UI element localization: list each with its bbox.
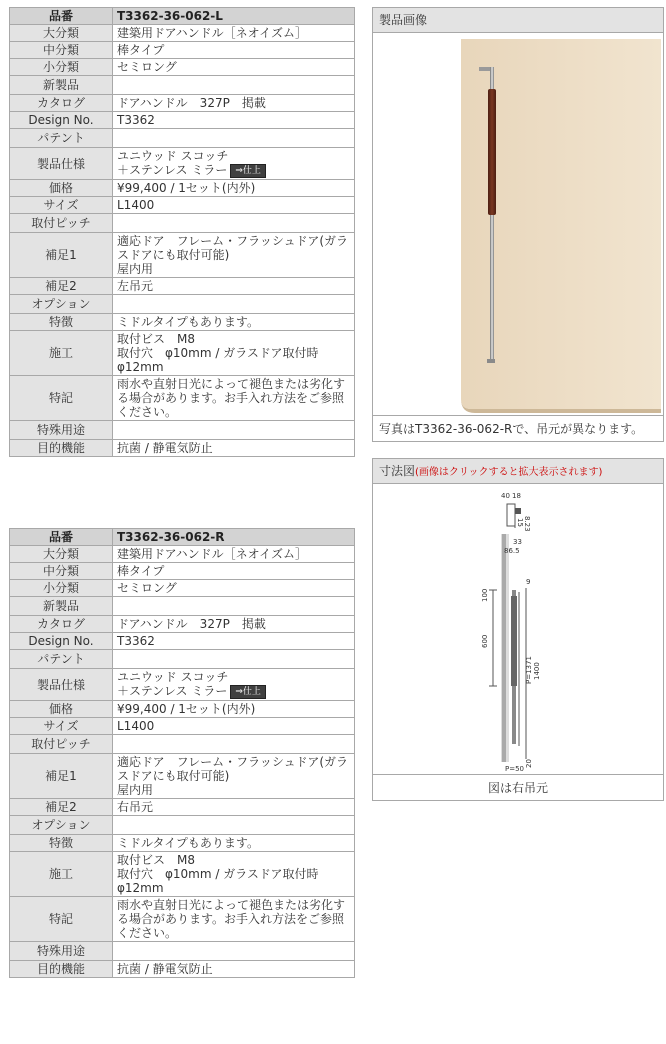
dimension-enlarge-note: (画像はクリックすると拡大表示されます) bbox=[415, 467, 603, 478]
row-value-line bbox=[117, 670, 350, 684]
dim-label-40: 40 bbox=[501, 492, 510, 500]
row-value-text: 抗菌 / 静電気防止 bbox=[117, 962, 213, 976]
row-value-line bbox=[117, 113, 350, 127]
row-value-text: 右吊元 bbox=[117, 800, 154, 814]
dim-label-1400: 1400 bbox=[533, 662, 541, 680]
row-value-line bbox=[117, 332, 350, 346]
dimension-caption: 図は右吊元 bbox=[373, 774, 663, 800]
row-value-line bbox=[117, 564, 350, 578]
row-value-text: L1400 bbox=[117, 719, 155, 733]
spec-row-function bbox=[10, 440, 355, 457]
row-value-line bbox=[117, 783, 350, 797]
row-value-text: 取付ビス M8 bbox=[117, 853, 195, 867]
row-value bbox=[113, 233, 355, 278]
row-label: 小分類 bbox=[10, 580, 113, 597]
row-label: 大分類 bbox=[10, 546, 113, 563]
row-value-text: ¥99,400 / 1セット(内外) bbox=[117, 181, 256, 195]
row-value bbox=[113, 148, 355, 180]
spec-row-price bbox=[10, 701, 355, 718]
row-value bbox=[113, 701, 355, 718]
row-value bbox=[113, 440, 355, 457]
row-value bbox=[113, 214, 355, 233]
row-value-line bbox=[117, 60, 350, 74]
spec-row-size bbox=[10, 197, 355, 214]
row-value bbox=[113, 59, 355, 76]
row-label: サイズ bbox=[10, 197, 113, 214]
row-value-text: φ12mm bbox=[117, 881, 164, 895]
row-value bbox=[113, 597, 355, 616]
row-value bbox=[113, 129, 355, 148]
row-value bbox=[113, 563, 355, 580]
row-value-line bbox=[117, 853, 350, 867]
row-label: 目的機能 bbox=[10, 440, 113, 457]
dimension-title-text: 寸法図 bbox=[379, 464, 416, 478]
row-value bbox=[113, 180, 355, 197]
row-value bbox=[113, 942, 355, 961]
row-value bbox=[113, 897, 355, 942]
row-value-text: 建築用ドアハンドル［ネオイズム］ bbox=[117, 26, 307, 40]
row-label: 中分類 bbox=[10, 42, 113, 59]
row-label: パテント bbox=[10, 129, 113, 148]
row-value-text: 適応ドア フレーム・フラッシュドア(ガラスドアにも取付可能) bbox=[117, 234, 349, 262]
row-label: 新製品 bbox=[10, 76, 113, 95]
spec-row-pitch bbox=[10, 735, 355, 754]
row-label: 目的機能 bbox=[10, 961, 113, 978]
row-label: 品番 bbox=[10, 8, 113, 25]
row-value bbox=[113, 650, 355, 669]
row-value-line bbox=[117, 346, 350, 360]
row-label: カタログ bbox=[10, 95, 113, 112]
spec-row-minor-category bbox=[10, 59, 355, 76]
spec-row-remarks bbox=[10, 897, 355, 942]
row-label: 特徴 bbox=[10, 835, 113, 852]
product-image-caption: 写真はT3362-36-062-Rで、吊元が異なります。 bbox=[373, 415, 663, 441]
door-handle-illustration bbox=[373, 33, 661, 415]
spec-row-spec bbox=[10, 148, 355, 180]
spec-row-catalog bbox=[10, 616, 355, 633]
dim-label-p1371: P=1371 bbox=[525, 656, 533, 684]
row-value-line bbox=[117, 898, 350, 940]
row-value-text: T3362 bbox=[117, 634, 155, 648]
spec-row-part-number bbox=[10, 529, 355, 546]
row-value-line bbox=[117, 9, 350, 23]
row-label: 補足1 bbox=[10, 233, 113, 278]
finish-button[interactable]: ⇒仕上 bbox=[230, 685, 266, 699]
row-value-line bbox=[117, 377, 350, 419]
row-label: 品番 bbox=[10, 529, 113, 546]
row-value-line bbox=[117, 800, 350, 814]
row-value bbox=[113, 669, 355, 701]
row-value-text: 左吊元 bbox=[117, 279, 154, 293]
spec-row-function bbox=[10, 961, 355, 978]
spec-row-note2 bbox=[10, 799, 355, 816]
row-value bbox=[113, 580, 355, 597]
dimension-panel bbox=[372, 458, 664, 801]
row-value-text: ドアハンドル 327P 掲載 bbox=[117, 96, 266, 110]
row-label: 施工 bbox=[10, 852, 113, 897]
row-label: 特記 bbox=[10, 897, 113, 942]
dim-label-p50: P=50 bbox=[505, 765, 524, 773]
dimension-diagram bbox=[373, 484, 661, 774]
row-label: 取付ピッチ bbox=[10, 735, 113, 754]
row-label: 価格 bbox=[10, 180, 113, 197]
row-label: 補足2 bbox=[10, 799, 113, 816]
spec-row-new-product bbox=[10, 597, 355, 616]
spec-row-pitch bbox=[10, 214, 355, 233]
row-label: 製品仕様 bbox=[10, 669, 113, 701]
row-value-line bbox=[117, 149, 350, 163]
row-value-text: ユニウッド スコッチ bbox=[117, 149, 229, 163]
row-label: カタログ bbox=[10, 616, 113, 633]
row-value-text: ＋ステンレス ミラー bbox=[117, 163, 228, 177]
row-value bbox=[113, 112, 355, 129]
row-value-line bbox=[117, 684, 350, 699]
dim-label-865: 86.5 bbox=[504, 547, 520, 555]
row-value-line bbox=[117, 441, 350, 455]
row-label: 価格 bbox=[10, 701, 113, 718]
row-value-text: 棒タイプ bbox=[117, 43, 165, 57]
row-value-text: T3362 bbox=[117, 113, 155, 127]
row-value-line bbox=[117, 962, 350, 976]
row-value bbox=[113, 754, 355, 799]
row-value bbox=[113, 616, 355, 633]
row-value-text: 建築用ドアハンドル［ネオイズム］ bbox=[117, 547, 307, 561]
dim-label-33: 33 bbox=[513, 538, 522, 546]
row-value bbox=[113, 278, 355, 295]
spec-row-catalog bbox=[10, 95, 355, 112]
row-value bbox=[113, 376, 355, 421]
row-label: オプション bbox=[10, 295, 113, 314]
row-value-text: 雨水や直射日光によって褪色または劣化する場合があります。お手入れ方法をご参照ください。 bbox=[117, 898, 346, 940]
product-image[interactable] bbox=[373, 33, 663, 415]
spec-row-note2 bbox=[10, 278, 355, 295]
row-label: 大分類 bbox=[10, 25, 113, 42]
dim-label-20: 20 bbox=[525, 759, 533, 768]
row-label: 小分類 bbox=[10, 59, 113, 76]
row-value-line bbox=[117, 163, 350, 178]
row-value-text: ユニウッド スコッチ bbox=[117, 670, 229, 684]
row-value-text: 取付ビス M8 bbox=[117, 332, 195, 346]
row-value bbox=[113, 735, 355, 754]
row-label: 製品仕様 bbox=[10, 148, 113, 180]
row-label: Design No. bbox=[10, 112, 113, 129]
row-value-text: 抗菌 / 静電気防止 bbox=[117, 441, 213, 455]
dim-label-9: 9 bbox=[526, 578, 531, 586]
row-value-line bbox=[117, 581, 350, 595]
row-value-line bbox=[117, 881, 350, 895]
spec-row-price bbox=[10, 180, 355, 197]
row-value-line bbox=[117, 755, 350, 783]
row-value-text: ミドルタイプもあります。 bbox=[117, 836, 259, 850]
row-value-text: 雨水や直射日光によって褪色または劣化する場合があります。お手入れ方法をご参照ください。 bbox=[117, 377, 346, 419]
row-value-text: T3362-36-062-R bbox=[117, 530, 225, 544]
row-value-line bbox=[117, 719, 350, 733]
row-value bbox=[113, 197, 355, 214]
row-value-text: ¥99,400 / 1セット(内外) bbox=[117, 702, 256, 716]
row-label: Design No. bbox=[10, 633, 113, 650]
spec-row-special-use bbox=[10, 421, 355, 440]
row-label: 特殊用途 bbox=[10, 942, 113, 961]
spec-row-installation bbox=[10, 852, 355, 897]
row-value-line bbox=[117, 530, 350, 544]
row-value-line bbox=[117, 279, 350, 293]
dim-label-18: 18 bbox=[512, 492, 521, 500]
row-value-line bbox=[117, 234, 350, 262]
row-value-line bbox=[117, 181, 350, 195]
row-value-text: ＋ステンレス ミラー bbox=[117, 684, 228, 698]
dim-label-15: 15 bbox=[516, 518, 524, 527]
row-label: 取付ピッチ bbox=[10, 214, 113, 233]
row-value bbox=[113, 852, 355, 897]
row-label: オプション bbox=[10, 816, 113, 835]
spec-row-minor-category bbox=[10, 580, 355, 597]
spec-row-option bbox=[10, 816, 355, 835]
row-value-text: 屋内用 bbox=[117, 783, 154, 797]
row-value-text: 取付穴 φ10mm / ガラスドア取付時 bbox=[117, 867, 319, 881]
row-value bbox=[113, 816, 355, 835]
spec-row-design-no bbox=[10, 112, 355, 129]
row-label: サイズ bbox=[10, 718, 113, 735]
row-value-line bbox=[117, 867, 350, 881]
row-label: 特殊用途 bbox=[10, 421, 113, 440]
row-value bbox=[113, 421, 355, 440]
row-value-line bbox=[117, 262, 350, 276]
row-value bbox=[113, 546, 355, 563]
row-value-text: 屋内用 bbox=[117, 262, 154, 276]
row-value bbox=[113, 42, 355, 59]
row-value-text: セミロング bbox=[117, 581, 177, 595]
row-value-line bbox=[117, 836, 350, 850]
spec-row-major-category bbox=[10, 546, 355, 563]
row-value-line bbox=[117, 634, 350, 648]
row-value-text: φ12mm bbox=[117, 360, 164, 374]
spec-row-middle-category bbox=[10, 42, 355, 59]
row-label: 補足1 bbox=[10, 754, 113, 799]
spec-row-new-product bbox=[10, 76, 355, 95]
spec-row-middle-category bbox=[10, 563, 355, 580]
row-value bbox=[113, 331, 355, 376]
row-value-text: ドアハンドル 327P 掲載 bbox=[117, 617, 266, 631]
spec-row-design-no bbox=[10, 633, 355, 650]
row-value bbox=[113, 25, 355, 42]
spec-row-feature bbox=[10, 314, 355, 331]
row-value bbox=[113, 799, 355, 816]
finish-button[interactable]: ⇒仕上 bbox=[230, 164, 266, 178]
row-value-line bbox=[117, 26, 350, 40]
row-value bbox=[113, 314, 355, 331]
row-value bbox=[113, 718, 355, 735]
row-value bbox=[113, 835, 355, 852]
row-value-text: 適応ドア フレーム・フラッシュドア(ガラスドアにも取付可能) bbox=[117, 755, 349, 783]
row-value bbox=[113, 295, 355, 314]
row-value bbox=[113, 633, 355, 650]
row-value-line bbox=[117, 547, 350, 561]
row-label: 施工 bbox=[10, 331, 113, 376]
spec-row-installation bbox=[10, 331, 355, 376]
row-value-text: 取付穴 φ10mm / ガラスドア取付時 bbox=[117, 346, 319, 360]
row-value-text: セミロング bbox=[117, 60, 177, 74]
product-image-panel bbox=[372, 7, 664, 442]
dim-label-823: 8.23 bbox=[523, 516, 531, 532]
dim-label-600: 600 bbox=[481, 634, 489, 648]
spec-row-spec bbox=[10, 669, 355, 701]
row-value bbox=[113, 95, 355, 112]
row-value-line bbox=[117, 702, 350, 716]
spec-row-option bbox=[10, 295, 355, 314]
row-value bbox=[113, 76, 355, 95]
row-value-text: ミドルタイプもあります。 bbox=[117, 315, 259, 329]
row-label: 補足2 bbox=[10, 278, 113, 295]
spec-row-major-category bbox=[10, 25, 355, 42]
dimension-drawing[interactable] bbox=[373, 484, 663, 774]
row-value-line bbox=[117, 198, 350, 212]
row-value-line bbox=[117, 315, 350, 329]
row-value bbox=[113, 8, 355, 25]
spec-table-left-hinge bbox=[9, 7, 355, 457]
row-value-line bbox=[117, 43, 350, 57]
spec-row-remarks bbox=[10, 376, 355, 421]
row-label: 特徴 bbox=[10, 314, 113, 331]
spec-row-special-use bbox=[10, 942, 355, 961]
spec-row-patent bbox=[10, 650, 355, 669]
spec-row-note1 bbox=[10, 233, 355, 278]
row-value bbox=[113, 961, 355, 978]
dim-label-100: 100 bbox=[481, 588, 489, 602]
dimension-title bbox=[373, 459, 663, 484]
row-value-line bbox=[117, 96, 350, 110]
row-value-text: T3362-36-062-L bbox=[117, 9, 223, 23]
row-value-text: L1400 bbox=[117, 198, 155, 212]
product-image-title: 製品画像 bbox=[373, 8, 663, 33]
spec-row-feature bbox=[10, 835, 355, 852]
row-label: 中分類 bbox=[10, 563, 113, 580]
spec-row-patent bbox=[10, 129, 355, 148]
spec-table-right-hinge bbox=[9, 528, 355, 978]
row-value-line bbox=[117, 360, 350, 374]
row-value bbox=[113, 529, 355, 546]
row-label: 新製品 bbox=[10, 597, 113, 616]
spec-row-size bbox=[10, 718, 355, 735]
spec-row-part-number bbox=[10, 8, 355, 25]
row-label: パテント bbox=[10, 650, 113, 669]
row-label: 特記 bbox=[10, 376, 113, 421]
row-value-text: 棒タイプ bbox=[117, 564, 165, 578]
row-value-line bbox=[117, 617, 350, 631]
spec-row-note1 bbox=[10, 754, 355, 799]
